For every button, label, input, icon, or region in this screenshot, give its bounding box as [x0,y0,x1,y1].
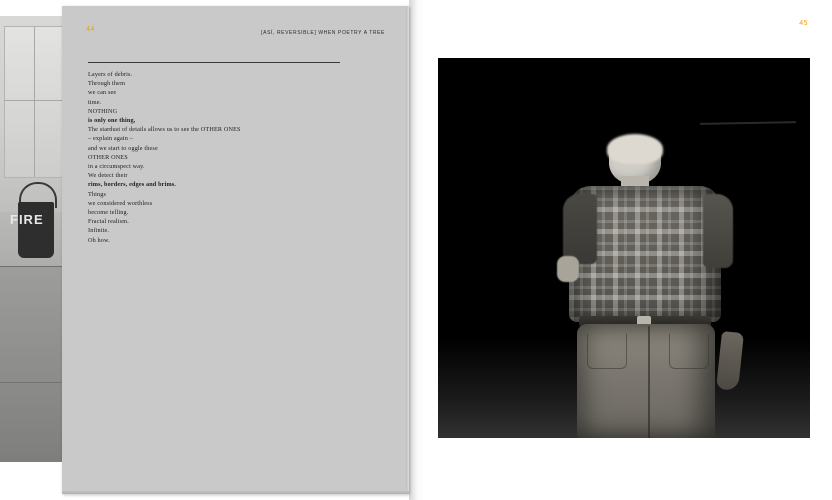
poem-line: NOTHING [88,107,118,115]
poem-block [88,62,340,245]
poem-line: We detect their [88,172,128,180]
poem-line: OTHER ONES [88,153,128,161]
bucket [18,202,54,258]
poem-line: become telling. [88,209,129,217]
window-mullion [4,100,62,101]
figure-left-sleeve [563,194,597,264]
ground-line [0,266,66,267]
poem-line: Infinite. [88,227,110,235]
figure-hair [607,134,663,164]
poem-line: Oh how. [88,236,110,244]
poem-line: rims, borders, edges and brims. [88,181,177,189]
figure-left-pocket [587,334,627,369]
poem-line: The stardust of details allows us to see the OTHER ONES [88,126,241,134]
fire-sign-text: FIRE [10,212,44,227]
poem-line: – explain again – [88,135,133,143]
poem-line: Layers of debris. [88,71,133,78]
poem-line: is only one thing, [88,117,136,125]
right-page [416,0,832,500]
poem-page-sheet [62,6,409,494]
poem-line: Through them [88,80,126,88]
poem-line: Fractal realism. [88,218,129,226]
page-number-left: 44 [86,26,95,33]
figure-right-pocket [669,334,709,369]
poem-line: we can see [88,89,117,97]
ground-line-secondary [0,382,66,383]
photo-ground-region [0,266,66,462]
sheet-inner-edge [406,6,409,494]
poem-line: and we start to oggle these [88,144,158,152]
poem-line: we considered worthless [88,199,153,207]
figure-hand [557,256,579,282]
figure-right-sleeve [703,194,733,268]
horizontal-rule [88,62,340,63]
sheet-bottom-edge [62,491,409,494]
poem-line: in a circumspect way. [88,163,145,171]
storefront-window [4,26,64,178]
poem-line: time. [88,98,102,106]
main-photograph [438,58,810,438]
poem-line: Things [88,190,107,198]
figure-trouser-seam [648,326,650,438]
edge-photograph [0,16,66,462]
man-figure [563,136,733,438]
photo-light-streak [700,121,796,125]
page-number-right: 45 [799,20,808,27]
running-head: [ASÍ, REVERSIBLE] WHEN POETRY A TREE [261,30,385,36]
